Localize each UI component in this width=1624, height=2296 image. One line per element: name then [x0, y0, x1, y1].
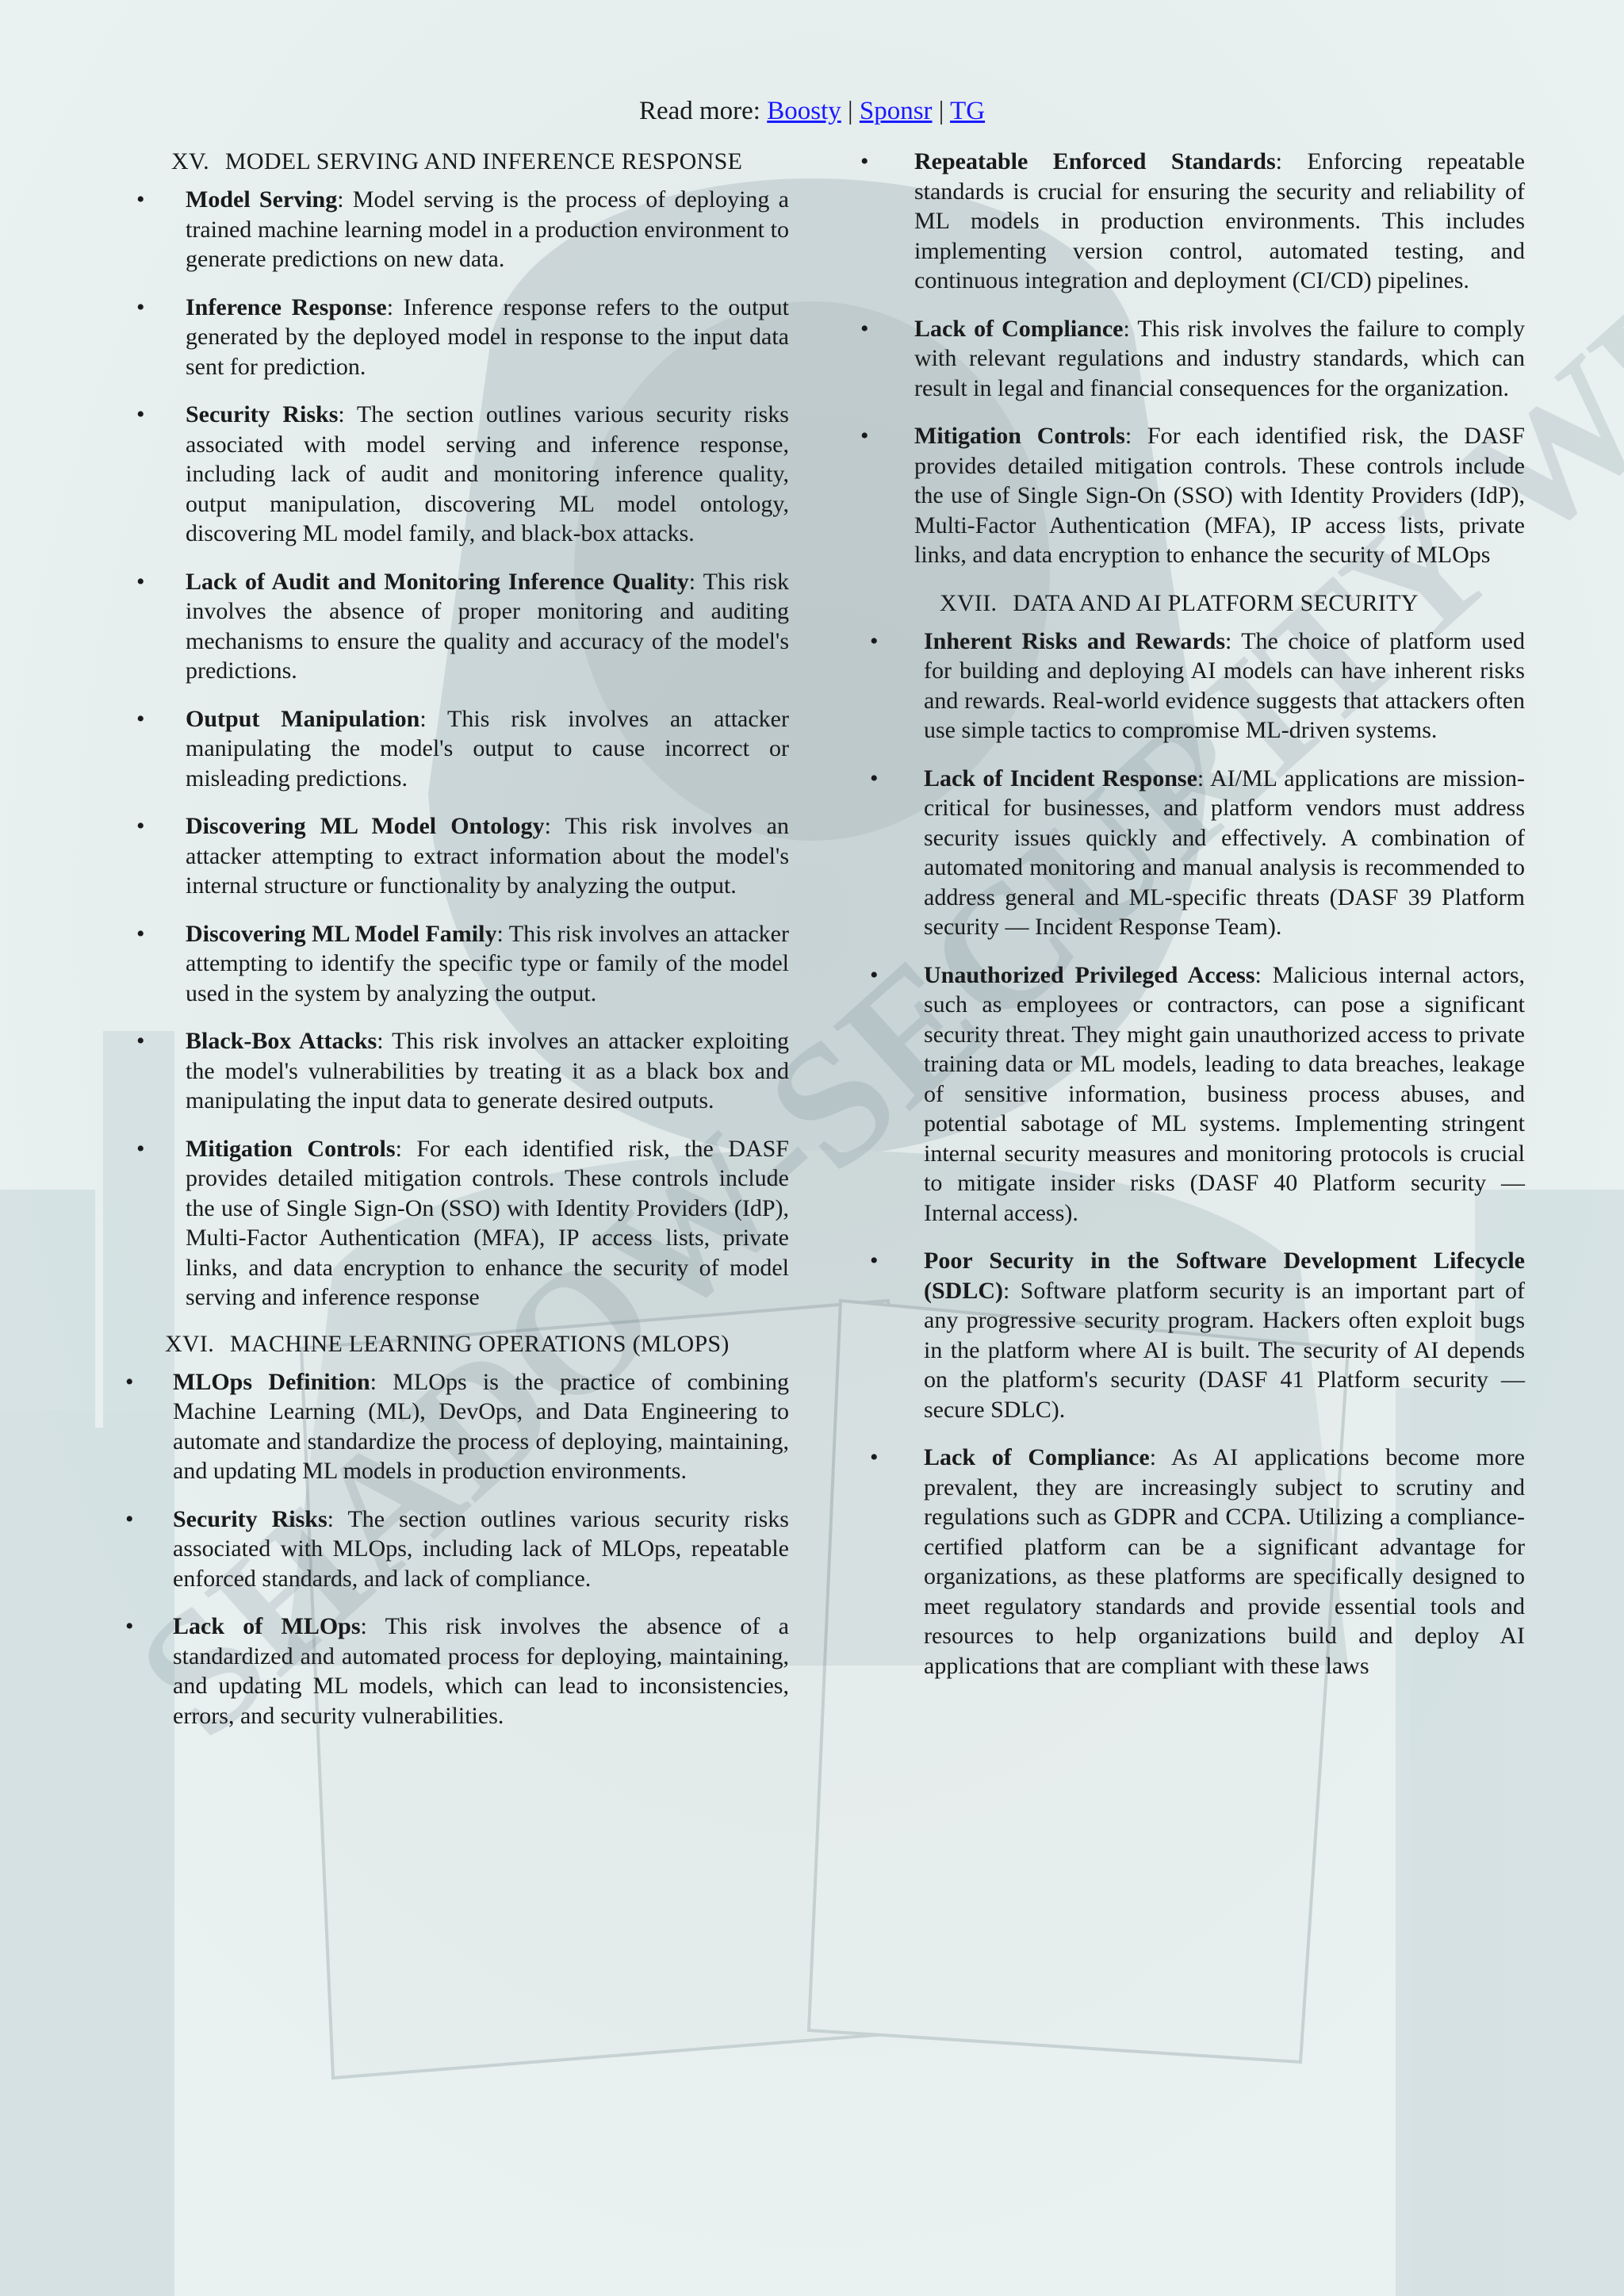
- bullet-icon: •: [136, 1028, 145, 1054]
- item-text: : The section outlines various security risks associated with MLOps, including lack of MLOps, repeatable enforced standards, and lack of compliance.: [173, 1505, 789, 1592]
- item-term: Mitigation Controls: [186, 1135, 396, 1162]
- list-item: [870, 1246, 1525, 1424]
- bullet-icon: •: [136, 401, 145, 427]
- item-term: Discovering ML Model Ontology: [186, 813, 545, 839]
- list-item: [119, 919, 789, 1009]
- section-xvi-list: [119, 1367, 789, 1731]
- bullet-icon: •: [870, 1444, 879, 1470]
- item-text: : This risk involves an attacker attempting to extract information about the model's internal structure or functionality by analyzing the output.: [186, 813, 789, 899]
- bullet-icon: •: [136, 813, 145, 839]
- list-item: [870, 960, 1525, 1228]
- tg-link[interactable]: TG: [950, 97, 986, 125]
- list-item: [119, 185, 789, 274]
- section-number: XVI.: [165, 1330, 215, 1357]
- list-item: [870, 627, 1525, 746]
- item-term: Unauthorized Privileged Access: [924, 961, 1255, 988]
- list-item: [870, 1443, 1525, 1681]
- item-term: Lack of Incident Response: [924, 765, 1197, 792]
- link-separator: |: [932, 97, 951, 125]
- bullet-icon: •: [870, 961, 879, 988]
- bullet-icon: •: [136, 186, 145, 213]
- bullet-icon: •: [860, 148, 869, 174]
- list-item: [119, 1504, 789, 1594]
- section-title: DATA AND AI PLATFORM SECURITY: [1013, 589, 1419, 616]
- list-item: [119, 1026, 789, 1116]
- list-item: [119, 293, 789, 382]
- item-term: Lack of MLOps: [173, 1613, 361, 1639]
- read-more-prefix: Read more:: [638, 97, 768, 125]
- item-term: Lack of Audit and Monitoring Inference Quality: [186, 568, 689, 595]
- watermark-text: SHADOW-SECURITY: [102, 463, 1526, 1773]
- item-term: Discovering ML Model Family: [186, 920, 497, 947]
- boosty-link[interactable]: Boosty: [767, 97, 841, 125]
- item-term: Lack of Compliance: [914, 315, 1124, 342]
- bullet-icon: •: [860, 315, 869, 342]
- list-item: [860, 421, 1525, 570]
- list-item: [119, 1612, 789, 1731]
- item-text: : The section outlines various security risks associated with model serving and inference response, including lack of audit and monitoring inference quality, output manipulation, discovering ML model ontology, discovering ML model family, and black-box attacks.: [186, 401, 789, 546]
- item-text: : Software platform security is an important part of any progressive security program. Hackers often exploit bugs in the platform where AI is built. The security of AI depends on the platform's security (DASF 41 Platform security — secure SDLC).: [924, 1277, 1525, 1423]
- sponsr-link[interactable]: Sponsr: [859, 97, 933, 125]
- item-term: Repeatable Enforced Standards: [914, 148, 1276, 174]
- section-heading-xvi: [119, 1329, 789, 1359]
- bullet-icon: •: [136, 920, 145, 947]
- read-more-header: [0, 95, 1624, 127]
- item-text: : Malicious internal actors, such as employees or contractors, can pose a significant security threat. They might gain unauthorized access to private training data or ML models, leading to data breaches, leakage of sensitive information, business process abuses, and potential sabotage of ML systems. Implementing stringent internal security measures and monitoring protocols is crucial to mitigate insider risks (DASF 40 Platform security — Internal access).: [924, 961, 1525, 1226]
- item-text: : This risk involves an attacker attempting to identify the specific type or family of the model used in the system by analyzing the output.: [186, 920, 789, 1006]
- list-item: [119, 567, 789, 686]
- item-text: : For each identified risk, the DASF provides detailed mitigation controls. These controls include the use of Single Sign-On (SSO) with Identity Providers (IdP), Multi-Factor Authentication (MFA), IP access lists, private links, and data encryption to enhance the security of MLOps: [914, 423, 1525, 568]
- list-item: [119, 704, 789, 794]
- item-text: : Inference response refers to the output generated by the deployed model in response to the input data sent for prediction.: [186, 293, 789, 380]
- list-item: [119, 811, 789, 901]
- item-text: : This risk involves an attacker exploiting the model's vulnerabilities by treating it as a black box and manipulating the input data to generate desired outputs.: [186, 1028, 789, 1114]
- section-number: XVII.: [940, 589, 998, 616]
- section-title: MODEL SERVING AND INFERENCE RESPONSE: [224, 148, 743, 174]
- bullet-icon: •: [136, 705, 145, 732]
- item-text: : Model serving is the process of deploying a trained machine learning model in a production environment to generate predictions on new data.: [186, 186, 789, 272]
- list-item: [119, 1367, 789, 1486]
- bullet-icon: •: [125, 1613, 134, 1639]
- item-term: Output Manipulation: [186, 705, 420, 732]
- bullet-icon: •: [870, 627, 879, 654]
- item-term: Model Serving: [186, 186, 338, 213]
- item-text: : This risk involves an attacker manipulating the model's output to cause incorrect or misleading predictions.: [186, 705, 789, 792]
- section-xvi-continued-list: [860, 147, 1525, 570]
- list-item: [860, 314, 1525, 404]
- left-column: [119, 147, 789, 1749]
- item-term: Security Risks: [186, 401, 339, 427]
- list-item: [870, 764, 1525, 942]
- item-term: Mitigation Controls: [914, 423, 1125, 449]
- right-column: [860, 147, 1525, 1699]
- bullet-icon: •: [136, 568, 145, 595]
- item-term: Lack of Compliance: [924, 1444, 1150, 1470]
- item-term: Black-Box Attacks: [186, 1028, 377, 1054]
- section-heading-xv: [119, 147, 789, 177]
- item-term: MLOps Definition: [173, 1368, 370, 1395]
- item-text: : This risk involves the absence of proper monitoring and auditing mechanisms to ensure the quality and accuracy of the model's predictions.: [186, 568, 789, 684]
- section-xvii-list: [860, 627, 1525, 1681]
- bullet-icon: •: [870, 1248, 879, 1274]
- bullet-icon: •: [870, 765, 879, 792]
- item-text: : This risk involves the failure to comply with relevant regulations and industry standards, which can result in legal and financial consequences for the organization.: [914, 315, 1525, 401]
- bullet-icon: •: [860, 423, 869, 449]
- item-term: Inference Response: [186, 293, 387, 320]
- section-number: XV.: [171, 148, 209, 174]
- section-title: MACHINE LEARNING OPERATIONS (MLOPS): [230, 1330, 730, 1357]
- bullet-icon: •: [136, 1135, 145, 1162]
- section-heading-xvii: [860, 588, 1525, 619]
- bullet-icon: •: [125, 1368, 134, 1395]
- bullet-icon: •: [136, 293, 145, 320]
- item-text: : As AI applications become more prevalent, they are increasingly subject to scrutiny and regulations such as GDPR and CCPA. Utilizing a compliance-certified platform can be a significant advantage for organizations, as these platforms are specifically designed to meet regulatory standards and provide essential tools and resources to help organizations build and deploy AI applications that are compliant with these laws: [924, 1444, 1525, 1679]
- item-term: Security Risks: [173, 1505, 327, 1532]
- item-term: Poor Security in the Software Development Lifecycle (SDLC): [924, 1248, 1525, 1304]
- item-text: : This risk involves the absence of a standardized and automated process for deploying, maintaining, and updating ML models, which can lead to inconsistencies, errors, and security vulnerabilities.: [173, 1613, 789, 1729]
- item-text: : AI/ML applications are mission-critical for businesses, and platform vendors must address security issues quickly and effectively. A combination of automated monitoring and manual analysis is recommended to address general and ML-specific threats (DASF 39 Platform security — Incident Response Team).: [924, 765, 1525, 940]
- item-term: Inherent Risks and Rewards: [924, 627, 1226, 654]
- list-item: [860, 147, 1525, 296]
- list-item: [119, 1134, 789, 1313]
- item-text: : Enforcing repeatable standards is crucial for ensuring the security and reliability of ML models in production environments. This includes implementing version control, automated testing, and continuous integration and deployment (CI/CD) pipelines.: [914, 148, 1525, 293]
- item-text: : For each identified risk, the DASF provides detailed mitigation controls. These controls include the use of Single Sign-On (SSO) with Identity Providers (IdP), Multi-Factor Authentication (MFA), IP access lists, private links, and data encryption to enhance the security of model serving and inference response: [186, 1135, 789, 1310]
- bullet-icon: •: [125, 1505, 134, 1532]
- list-item: [119, 400, 789, 549]
- section-xv-list: [119, 185, 789, 1313]
- item-text: : MLOps is the practice of combining Machine Learning (ML), DevOps, and Data Engineering to automate and standardize the process of deploying, maintaining, and updating ML models in production environments.: [173, 1368, 789, 1484]
- item-text: : The choice of platform used for building and deploying AI models can have inherent risks and rewards. Real-world evidence suggests that attackers often use simple tactics to compromise ML-driven systems.: [924, 627, 1525, 743]
- link-separator: |: [841, 97, 860, 125]
